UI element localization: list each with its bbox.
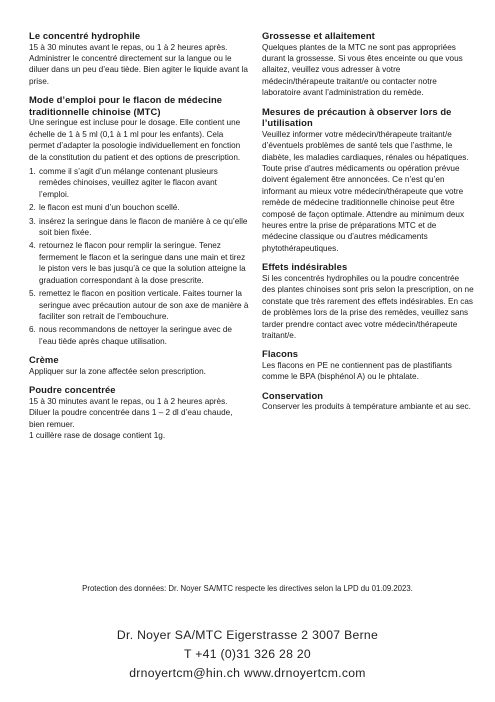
privacy-notice: Protection des données: Dr. Noyer SA/MTC respecte les directives selon la LPD du 01.09.2023. [82, 584, 413, 593]
left-column [29, 30, 249, 448]
section-text: Veuillez informer votre médecin/thérapeute traitant/e d’éventuels problèmes de santé tels que l’asthme, le diabète, les maladies cardiaques, rénales ou hépatiques. Toute prise d’autres médicaments ou opération prévue doivent également être annoncées. Ce n’est qu’en informant au mieux votre médecin/thérapeute que votre remède de médecine traditionnelle chinoise peut être composé de façon optimale. Attendre au minimum deux heures entre la prise de préparations MTC et de médecine classique ou d’autres médicaments phytothérapeutiques. [262, 129, 469, 253]
section-text: Quelques plantes de la MTC ne sont pas appropriées durant la grossesse. Si vous êtes enceinte ou que vous allaitez, veuillez vous adresser à votre médecin/thérapeute traitant/e ou contacter notre laboratoire avant l’administration du remède. [262, 42, 463, 98]
section-pregnancy [262, 30, 474, 99]
section-text: Appliquer sur la zone affectée selon prescription. [29, 366, 206, 376]
section-text: Les flacons en PE ne contiennent pas de plastifiants comme le BPA (bisphénol A) ou le phtalate. [262, 360, 452, 382]
section-title: Effets indésirables [262, 261, 348, 273]
section-text: Conserver les produits à température ambiante et au sec. [262, 402, 471, 412]
section-title: Mode d’emploi pour le flacon de médecine traditionnelle chinoise (MTC) [29, 94, 223, 117]
list-item: 1. comme il s’agit d’un mélange contenant plusieurs remèdes chinoises, veuillez agiter le flacon avant l’emploi. [29, 167, 218, 199]
list-item: 6. nous recommandons de nettoyer la seringue avec de l’eau tiède après chaque utilisation. [29, 325, 232, 346]
section-text: Une seringue est incluse pour le dosage. Elle contient une échelle de 1 à 5 ml (0,1 à 1 ml pour les enfants). Cela permet d’adapter la posologie individuellement en fonction de la constitution du patient et des options de prescription. [29, 118, 241, 162]
company-address: Dr. Noyer SA/MTC Eigerstrasse 2 3007 Berne [116, 628, 379, 642]
section-title: Mesures de précaution à observer lors de l’utilisation [262, 105, 452, 129]
section-storage [262, 390, 474, 413]
section-text: 15 à 30 minutes avant le repas, ou 1 à 2 heures après. Administrer le concentré directement sur la langue ou le diluer dans un peu d’eau tiède. Bien agiter le liquide avant la prise. [29, 42, 248, 86]
section-title: Crème [29, 354, 59, 366]
section-bottles [262, 348, 474, 382]
section-mtc-bottle-instructions [29, 94, 249, 347]
section-title: Le concentré hydrophile [29, 30, 141, 41]
section-hydrophilic-concentrate [29, 30, 249, 87]
section-title: Flacons [262, 348, 299, 360]
company-contact-links: drnoyertcm@hin.ch www.drnoyertcm.com [129, 666, 366, 680]
list-item: 4. retournez le flacon pour remplir la seringue. Tenez fermement le flacon et la seringue dans une main et tirez le piston vers le bas jusqu’à ce que la solution atteigne la graduation correspondant à la dose prescrite. [29, 241, 246, 285]
right-column [262, 30, 474, 420]
company-footer [0, 626, 495, 683]
section-precautions [262, 106, 474, 255]
list-item: 2. le flacon est muni d’un bouchon scellé. [29, 203, 180, 213]
section-text-dosage: 1 cuillère rase de dosage contient 1g. [29, 430, 166, 440]
section-side-effects [262, 261, 474, 341]
section-text: 15 à 30 minutes avant le repas, ou 1 à 2 heures après. Diluer la poudre concentrée dans 1 – 2 dl d’eau chaude, bien remuer. [29, 396, 233, 429]
section-title: Grossesse et allaitement [262, 30, 375, 41]
section-text: Si les concentrés hydrophiles ou la poudre concentrée des plantes chinoises sont pris selon la prescription, on ne constate que très rarement des effets indésirables. En cas de problèmes lors de la prise des remèdes, veuillez sans tarder prendre contact avec votre médecin/thérapeute traitant/e. [262, 273, 474, 340]
list-item: 5. remettez le flacon en position verticale. Faites tourner la seringue avec précaution autour de son axe de manière à faciliter son retrait de l’embouchure. [29, 289, 249, 321]
section-title: Conservation [262, 389, 324, 401]
section-concentrated-powder [29, 384, 249, 441]
section-cream [29, 354, 249, 377]
list-item: 3. insérez la seringue dans le flacon de manière à ce qu’elle soit bien fixée. [29, 216, 248, 238]
section-title: Poudre concentrée [29, 384, 116, 396]
steps-list [29, 166, 249, 347]
company-phone: T +41 (0)31 326 28 20 [183, 647, 312, 661]
